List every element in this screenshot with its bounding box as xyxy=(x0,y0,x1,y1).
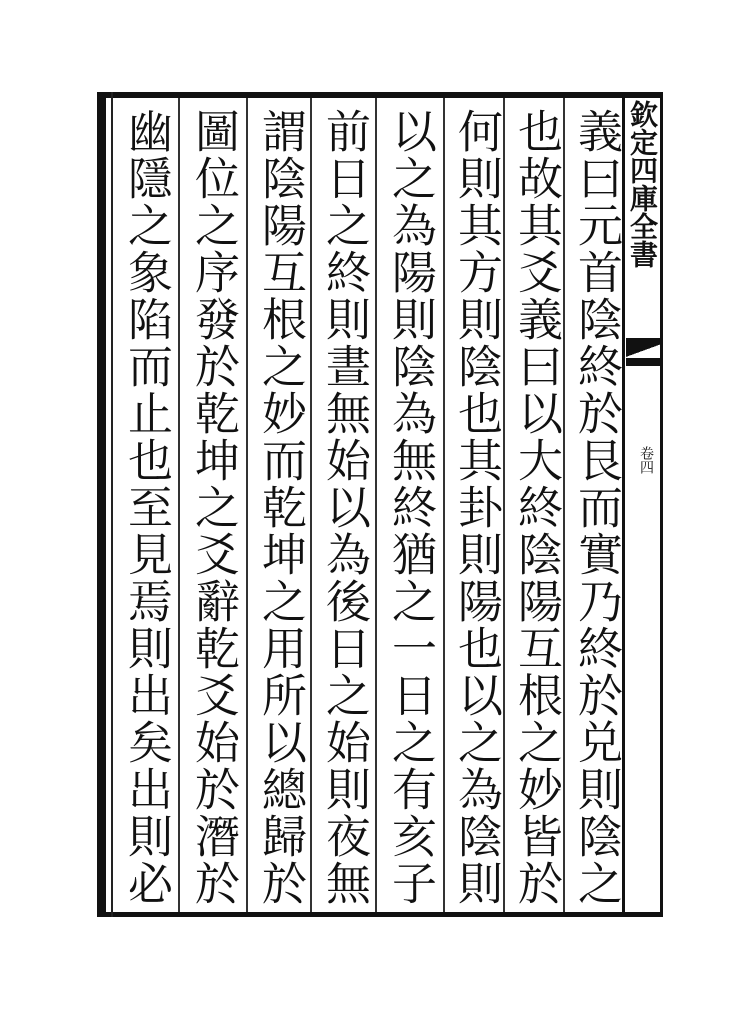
column-divider xyxy=(178,98,180,912)
margin-book-title: 欽定四庫全書 xyxy=(626,100,659,268)
text-column-5: 前日之終則晝無始以為後日之始則夜無 xyxy=(318,108,371,907)
column-divider xyxy=(310,98,312,912)
text-column-1: 義曰元首陰終於艮而實乃終於兑則陰之 xyxy=(570,108,623,907)
frame-left-inner-border xyxy=(111,92,113,917)
margin-volume-label: 卷四 xyxy=(638,446,654,474)
frame-top-border xyxy=(97,92,662,98)
column-divider xyxy=(443,98,445,912)
frame-bottom-border xyxy=(97,912,662,917)
frame-left-border xyxy=(97,92,106,917)
text-column-6: 謂陰陽互根之妙而乾坤之用所以總歸於 xyxy=(254,108,307,907)
fish-tail-mark xyxy=(626,338,660,360)
column-divider xyxy=(375,98,377,912)
fish-tail-bar xyxy=(626,358,660,366)
text-column-8: 幽隱之象陷而止也至見焉則出矣出則必 xyxy=(120,108,173,907)
text-column-7: 圖位之序發於乾坤之爻辭乾爻始於潛於 xyxy=(187,108,240,907)
column-divider xyxy=(246,98,248,912)
text-column-4: 以之為陽則陰為無終猶之一日之有亥子 xyxy=(384,108,437,907)
text-column-2: 也故其爻義曰以大終陰陽互根之妙皆於 xyxy=(510,108,563,907)
center-fold-edge xyxy=(660,92,663,917)
text-column-3: 何則其方則陰也其卦則陽也以之為陰則 xyxy=(450,108,503,907)
